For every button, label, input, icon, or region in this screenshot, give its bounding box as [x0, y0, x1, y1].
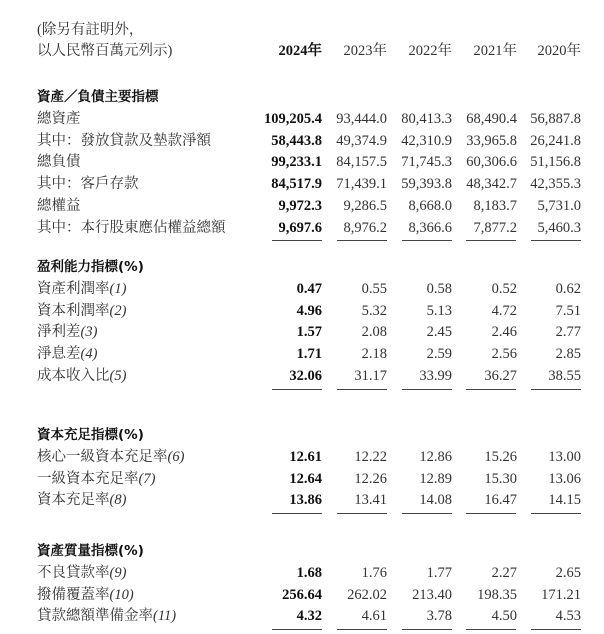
- value-cell-2022: 14.08: [419, 492, 452, 509]
- value-cell-2023: 8,976.2: [343, 219, 387, 236]
- section-underline: [272, 240, 322, 241]
- footnote-ref: (11): [153, 608, 177, 625]
- section-underline: [337, 513, 387, 514]
- year-header-2020: 2020年: [537, 43, 581, 59]
- row-label: [37, 585, 134, 607]
- footnote-ref: (3): [80, 324, 98, 341]
- row-label-text: 總權益: [37, 197, 81, 214]
- section-underline: [337, 389, 387, 390]
- value-cell-2020: 51,156.8: [530, 154, 581, 171]
- footnote-ref: (7): [138, 470, 156, 487]
- row-label-text: 核心一級資本充足率: [37, 449, 168, 465]
- section-underline: [337, 240, 387, 241]
- value-cell-2024: 12.61: [289, 449, 322, 465]
- section-underline: [402, 629, 452, 630]
- table-row: [0, 196, 604, 218]
- row-label-text: 資本利潤率: [37, 302, 110, 319]
- value-cell-2020: 13.06: [548, 470, 581, 487]
- row-label: [37, 131, 211, 153]
- table-row: [0, 218, 604, 240]
- row-label-text: 其中：發放貸款及墊款淨額: [37, 132, 211, 149]
- value-cell-2022: 8,668.0: [408, 197, 452, 214]
- row-label: [37, 279, 126, 301]
- section-title: 盈利能力指標(%): [37, 259, 144, 275]
- value-cell-2023: 49,374.9: [336, 132, 387, 149]
- table-row: [0, 322, 604, 344]
- value-cell-2020: 4.53: [555, 608, 581, 625]
- value-cell-2024: 1.71: [296, 346, 322, 363]
- table-row: [0, 563, 604, 585]
- section-underline: [272, 389, 322, 390]
- value-cell-2023: 12.22: [354, 449, 387, 465]
- table-row: [0, 131, 604, 153]
- row-label-text: 淨息差: [37, 346, 81, 363]
- value-cell-2022: 80,413.3: [401, 111, 452, 127]
- row-label-text: 淨利差: [37, 324, 81, 341]
- value-cell-2021: 198.35: [477, 586, 517, 603]
- value-cell-2023: 13.41: [354, 492, 387, 509]
- value-cell-2022: 59,393.8: [401, 176, 452, 193]
- row-label: [37, 152, 81, 174]
- value-cell-2020: 7.51: [555, 302, 581, 319]
- section-underline: [531, 629, 581, 630]
- value-cell-2020: 0.62: [555, 281, 581, 297]
- row-label-text: 總負債: [37, 154, 81, 171]
- row-label: [37, 174, 139, 196]
- row-label-text: 總資產: [37, 111, 81, 127]
- section-title: 資產質量指標(%): [37, 543, 144, 559]
- row-label: [37, 447, 184, 469]
- unit-note: [37, 20, 172, 62]
- value-cell-2023: 84,157.5: [336, 154, 387, 171]
- value-cell-2020: 2.65: [555, 565, 581, 581]
- footnote-ref: (9): [109, 565, 127, 581]
- value-cell-2021: 33,965.8: [466, 132, 517, 149]
- value-cell-2023: 0.55: [361, 281, 387, 297]
- value-cell-2021: 2.56: [491, 346, 517, 363]
- value-cell-2022: 12.86: [419, 449, 452, 465]
- section-underline: [272, 513, 322, 514]
- section-underline: [272, 629, 322, 630]
- section-underline: [466, 389, 516, 390]
- footnote-ref: (4): [80, 346, 98, 363]
- value-cell-2021: 4.72: [491, 302, 517, 319]
- table-row: [0, 585, 604, 607]
- row-label-text: 成本收入比: [37, 367, 110, 384]
- table-row: [0, 366, 604, 388]
- row-label: [37, 344, 97, 366]
- section-title: 資本充足指標(%): [37, 427, 144, 443]
- table-row: [0, 447, 604, 469]
- value-cell-2023: 12.26: [354, 470, 387, 487]
- value-cell-2024: 58,443.8: [271, 132, 322, 149]
- row-label: [37, 366, 126, 388]
- value-cell-2024: 4.96: [296, 302, 322, 319]
- row-label-text: 貸款總額準備金率: [37, 608, 153, 625]
- value-cell-2021: 4.50: [491, 608, 517, 625]
- footnote-ref: (8): [109, 492, 127, 509]
- value-cell-2024: 13.86: [289, 492, 322, 509]
- value-cell-2023: 71,439.1: [336, 176, 387, 193]
- value-cell-2022: 5.13: [426, 302, 452, 319]
- value-cell-2021: 15.30: [484, 470, 517, 487]
- value-cell-2024: 84,517.9: [271, 176, 322, 193]
- section-underline: [531, 513, 581, 514]
- value-cell-2021: 7,877.2: [473, 219, 517, 236]
- footnote-ref: (1): [109, 281, 127, 297]
- section-underline: [466, 513, 516, 514]
- value-cell-2020: 42,355.3: [530, 176, 581, 193]
- row-label-text: 撥備覆蓋率: [37, 586, 110, 603]
- section-underline: [337, 629, 387, 630]
- value-cell-2022: 213.40: [412, 586, 452, 603]
- table-row: [0, 606, 604, 628]
- value-cell-2020: 56,887.8: [530, 111, 581, 127]
- row-label: [37, 218, 226, 240]
- value-cell-2024: 0.47: [296, 281, 322, 297]
- footnote-ref: (6): [167, 449, 185, 465]
- value-cell-2023: 9,286.5: [343, 197, 387, 214]
- row-label: [37, 490, 126, 512]
- footnote-ref: (10): [109, 586, 134, 603]
- value-cell-2022: 42,310.9: [401, 132, 452, 149]
- value-cell-2020: 2.77: [555, 324, 581, 341]
- table-row: [0, 469, 604, 491]
- table-row: [0, 344, 604, 366]
- footnote-ref: (2): [109, 302, 127, 319]
- value-cell-2021: 48,342.7: [466, 176, 517, 193]
- value-cell-2021: 16.47: [484, 492, 517, 509]
- table-row: [0, 301, 604, 323]
- section-underline: [402, 513, 452, 514]
- value-cell-2022: 2.59: [426, 346, 452, 363]
- value-cell-2021: 0.52: [491, 281, 517, 297]
- value-cell-2021: 68,490.4: [466, 111, 517, 127]
- value-cell-2022: 12.89: [419, 470, 452, 487]
- value-cell-2023: 2.18: [361, 346, 387, 363]
- row-label-text: 其中：客戶存款: [37, 176, 139, 193]
- value-cell-2021: 15.26: [484, 449, 517, 465]
- unit-note-line-1: (除另有註明外，: [37, 22, 144, 38]
- section-underline: [531, 389, 581, 390]
- value-cell-2020: 26,241.8: [530, 132, 581, 149]
- value-cell-2021: 2.27: [491, 565, 517, 581]
- row-label: [37, 469, 155, 491]
- value-cell-2023: 93,444.0: [336, 111, 387, 127]
- value-cell-2022: 71,745.3: [401, 154, 452, 171]
- table-row: [0, 490, 604, 512]
- value-cell-2020: 2.85: [555, 346, 581, 363]
- row-label: [37, 322, 97, 344]
- value-cell-2020: 38.55: [548, 367, 581, 384]
- value-cell-2021: 60,306.6: [466, 154, 517, 171]
- value-cell-2022: 33.99: [419, 367, 452, 384]
- year-header-2021: 2021年: [473, 43, 517, 59]
- year-header-2024: 2024年: [278, 43, 322, 59]
- value-cell-2022: 3.78: [426, 608, 452, 625]
- row-label: [37, 563, 126, 585]
- value-cell-2024: 256.64: [282, 586, 322, 603]
- unit-note-line-2: 以人民幣百萬元列示): [37, 43, 173, 59]
- section-title: 資產／負債主要指標: [37, 89, 159, 105]
- value-cell-2024: 9,972.3: [278, 197, 322, 214]
- value-cell-2022: 1.77: [426, 565, 452, 581]
- row-label-text: 一級資本充足率: [37, 470, 139, 487]
- row-label-text: 資本充足率: [37, 492, 110, 509]
- value-cell-2021: 2.46: [491, 324, 517, 341]
- footnote-ref: (5): [109, 367, 127, 384]
- row-label: [37, 109, 81, 131]
- value-cell-2024: 99,233.1: [271, 154, 322, 171]
- row-label: [37, 301, 126, 323]
- table-row: [0, 109, 604, 131]
- section-underline: [531, 240, 581, 241]
- section-underline: [402, 389, 452, 390]
- value-cell-2024: 1.57: [296, 324, 322, 341]
- section-underline: [466, 629, 516, 630]
- table-row: [0, 152, 604, 174]
- row-label-text: 資產利潤率: [37, 281, 110, 297]
- value-cell-2024: 4.32: [296, 608, 322, 625]
- row-label-text: 不良貸款率: [37, 565, 110, 581]
- year-header-2023: 2023年: [343, 43, 387, 59]
- value-cell-2023: 2.08: [361, 324, 387, 341]
- value-cell-2021: 8,183.7: [473, 197, 517, 214]
- value-cell-2024: 32.06: [289, 367, 322, 384]
- value-cell-2020: 5,460.3: [537, 219, 581, 236]
- table-row: [0, 174, 604, 196]
- value-cell-2024: 9,697.6: [278, 219, 322, 236]
- value-cell-2022: 8,366.6: [408, 219, 452, 236]
- value-cell-2024: 1.68: [296, 565, 322, 581]
- value-cell-2022: 2.45: [426, 324, 452, 341]
- value-cell-2020: 5,731.0: [537, 197, 581, 214]
- row-label: [37, 606, 176, 628]
- value-cell-2020: 14.15: [548, 492, 581, 509]
- value-cell-2024: 109,205.4: [264, 111, 322, 127]
- value-cell-2021: 36.27: [484, 367, 517, 384]
- row-label: [37, 196, 81, 218]
- value-cell-2023: 31.17: [354, 367, 387, 384]
- value-cell-2020: 13.00: [548, 449, 581, 465]
- value-cell-2023: 4.61: [361, 608, 387, 625]
- section-underline: [466, 240, 516, 241]
- value-cell-2023: 5.32: [361, 302, 387, 319]
- year-header-2022: 2022年: [408, 43, 452, 59]
- value-cell-2023: 1.76: [361, 565, 387, 581]
- section-underline: [402, 240, 452, 241]
- value-cell-2024: 12.64: [289, 470, 322, 487]
- value-cell-2023: 262.02: [347, 586, 387, 603]
- value-cell-2022: 0.58: [426, 281, 452, 297]
- row-label-text: 其中：本行股東應佔權益總額: [37, 219, 226, 236]
- table-row: [0, 279, 604, 301]
- value-cell-2020: 171.21: [541, 586, 581, 603]
